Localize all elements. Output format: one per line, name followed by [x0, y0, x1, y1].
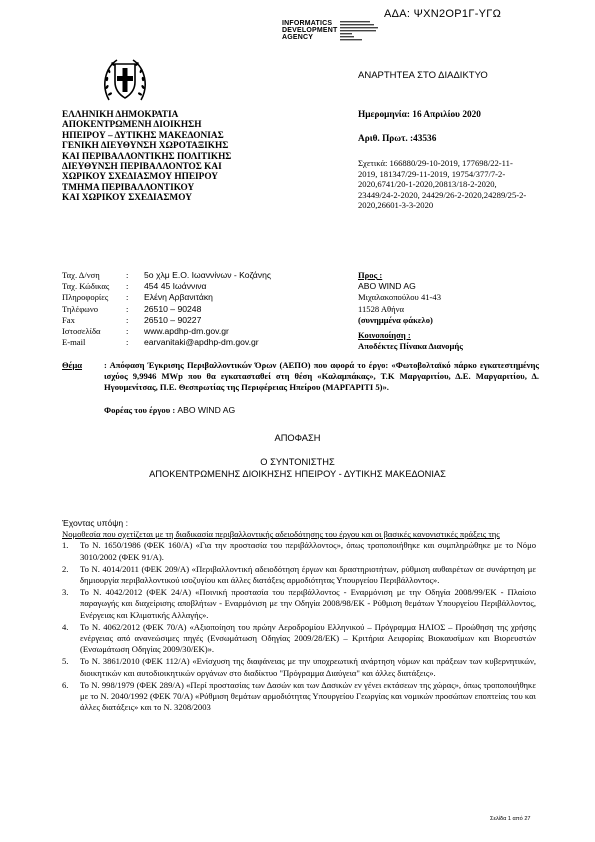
contact-label: E-mail: [62, 337, 86, 348]
list-item: 5. Το Ν. 3861/2010 (ΦΕΚ 112/Α) «Ενίσχυση της διαφάνειας με την υποχρεωτική ανάρτηση νόμων και πράξεων των κυβερνητικών, διοικητικών και αυτοδιοικητικών οργάνων στο διαδίκτυο "Πρόγραμμα Διαύγεια" και άλλες διατάξεις».: [62, 656, 536, 678]
coordinator-line: Ο ΣΥΝΤΟΝΙΣΤΗΣ: [260, 457, 335, 467]
website-link[interactable]: www.apdhp-dm.gov.gr: [144, 326, 229, 337]
cc-recipients: Αποδέκτες Πίνακα Διανομής: [358, 341, 463, 352]
recipient-note: (συνημμένα φάκελο): [358, 314, 433, 325]
project-body-value: ABO WIND AG: [177, 405, 236, 415]
contact-row: Ιστοσελίδα : www.apdhp-dm.gov.gr: [62, 326, 229, 337]
recipient-city: 11528 Αθήνα: [358, 303, 405, 314]
list-item: 4. Το Ν. 4062/2012 (ΦΕΚ 70/Α) «Αξιοποίηση του πρώην Αεροδρομίου Ελληνικού – Πρόγραμμα ΗΛΙΟΣ – Προώθηση της χρήσης ενέργειας από ανανεώσιμες πηγές (Ενσωμάτωση Οδηγίας 2009/28/ΕΚ) – Κριτήρια Αειφορίας Βιοκαυσίμων και Βιορευστών (Ενσωμάτωση Οδηγίας 2009/30/ΕΚ)».: [62, 621, 536, 655]
contact-row: Ταχ. Κώδικας : 454 45 Ιωάννινα: [62, 281, 207, 292]
list-item-text: Το Ν. 998/1979 (ΦΕΚ 289/Α) «Περί προστασίας των Δασών και των Δασικών εν γένει εκτάσεων της χώρας», όπως τροποποιήθηκε με το Ν. 2040/1992 (ΦΕΚ 70/Α) «Ρύθμιση θεμάτων αρμοδιότητας Υπουργείου Γεωργίας και νομικών προσώπων εποπτείας του και άλλες διατάξεις» και το Ν. 3208/2003: [80, 679, 536, 713]
contact-row: Fax : 26510 – 90227: [62, 314, 202, 325]
list-item: 3. Το Ν. 4042/2012 (ΦΕΚ 24/Α) «Ποινική προστασία του περιβάλλοντος - Εναρμόνιση με την Οδηγία 2008/99/ΕΚ - Πλαίσιο παραγωγής και διαχείρισης αποβλήτων - Εναρμόνιση με την Οδηγία 2008/98/ΕΚ - Ρύθμιση θεμάτων Υπουργείου Περιβάλλοντος, Ενέργειας και Κλιματικής Αλλαγής».: [62, 587, 536, 620]
contact-details: [62, 270, 271, 348]
authority-line: ΓΕΝΙΚΗ ΔΙΕΥΘΥΝΣΗ ΧΩΡΟΤΑΞΙΚΗΣ: [62, 141, 229, 152]
subject-text: : Απόφαση Έγκρισης Περιβαλλοντικών Όρων (ΑΕΠΟ) που αφορά το έργο: «Φωτοβολταϊκό πάρκο εγκατεστημένης ισχύος 9,9946 MWp που θα εγκατασταθεί στη θέση «Καλαμπάκας», Τ.Κ Μαργαριτίου, Δ.Ε. Μαργαριτίου, Δ. Ηγουμενίτσας, Π.Ε. Θεσπρωτίας της Περιφέρειας Ηπείρου (ΜΑΡΓΑΡΙΤΙ 5)».: [104, 360, 539, 393]
ada-code: ΑΔΑ: ΨΧΝ2ΟΡ1Γ-ΥΓΩ: [384, 8, 502, 20]
project-body-label: Φορέας του έργου :: [104, 405, 176, 415]
list-item-text: Το Ν. 3861/2010 (ΦΕΚ 112/Α) «Ενίσχυση της διαφάνειας με την υποχρεωτική ανάρτηση νόμων και πράξεων των κυβερνητικών, διοικητικών και αυτοδιοικητικών οργάνων στο διαδίκτυο "Πρόγραμμα Διαύγεια" και άλλες διατάξεις».: [80, 656, 536, 678]
list-item: 6. Το Ν. 998/1979 (ΦΕΚ 289/Α) «Περί προστασίας των Δασών και των Δασικών εν γένει εκτάσεων της χώρας», όπως τροποποιήθηκε με το Ν. 2040/1992 (ΦΕΚ 70/Α) «Ρύθμιση θεμάτων αρμοδιότητας Υπουργείου Γεωργίας και νομικών προσώπων εποπτείας του και άλλες διατάξεις» και το Ν. 3208/2003: [62, 679, 536, 713]
contact-row: Πληροφορίες : Ελένη Αρβανιτάκη: [62, 292, 213, 303]
recipient-street: Μιχαλακοπούλου 41-43: [358, 292, 441, 303]
email-link[interactable]: earvanitaki@apdhp-dm.gov.gr: [144, 337, 259, 348]
idika-line-3: AGENCY: [282, 34, 314, 42]
contact-row: Τηλέφωνο : 26510 – 90248: [62, 303, 202, 314]
authority-line: ΚΑΙ ΧΩΡΙΚΟΥ ΣΧΕΔΙΑΣΜΟΥ: [62, 193, 192, 204]
list-item-text: Το Ν. 4042/2012 (ΦΕΚ 24/Α) «Ποινική προστασία του περιβάλλοντος - Εναρμόνιση με την Οδηγία 2008/99/ΕΚ - Πλαίσιο παραγωγής και διαχείρισης αποβλήτων - Εναρμόνιση με την Οδηγία 2008/98/ΕΚ - Ρύθμιση θεμάτων Υπουργείου Περιβάλλοντος, Ενέργειας και Κλιματικής Αλλαγής».: [80, 587, 536, 620]
contact-value: 5ο χλμ Ε.Ο. Ιωαννίνων - Κοζάνης: [144, 270, 271, 280]
contact-row: Ταχ. Δ/νση : 5ο χλμ Ε.Ο. Ιωαννίνων - Κοζάνης: [62, 270, 271, 280]
issuing-authority: [62, 110, 332, 204]
authority-line: ΑΠΟΚΕΝΤΡΩΜΕΝΗ ΔΙΟΙΚΗΣΗ: [62, 120, 202, 131]
authority-line: ΗΠΕΙΡΟΥ – ΔΥΤΙΚΗΣ ΜΑΚΕΔΟΝΙΑΣ: [62, 130, 224, 141]
related-references: Σχετικά: 166880/29-10-2019, 177698/22-11-2019, 181347/29-11-2019, 19754/377/7-2-2020,6741/20-1-2020,20813/18-2-2020, 23449/24-2-2020, 24429/26-2-2020,24289/25-2-2020,26601-3-3-2020: [358, 158, 527, 211]
recipient-block: [358, 270, 463, 352]
post-online-notice: ΑΝΑΡΤΗΤΕΑ ΣΤΟ ΔΙΑΔΙΚΤΥΟ: [358, 70, 488, 81]
protocol-number: Αριθ. Πρωτ. :43536: [358, 134, 437, 144]
contact-value: 454 45 Ιωάννινα: [144, 281, 207, 292]
considering-label: Έχοντας υπόψη :: [62, 518, 128, 528]
legislation-heading: Νομοθεσία που σχετίζεται με τη διαδικασία περιβαλλοντικής αδειοδότησης του έργου και οι βασικές κανονιστικές πράξεις της: [62, 529, 500, 540]
legislation-list: [62, 540, 536, 713]
contact-label: Ιστοσελίδα: [62, 326, 101, 337]
subject-label: Θέμα: [62, 360, 83, 370]
recipient-heading: Προς :: [358, 270, 383, 280]
considerations-section: [62, 518, 536, 714]
contact-label: Τηλέφωνο: [62, 303, 98, 314]
idika-fine-print: [340, 20, 400, 46]
contact-row: E-mail : earvanitaki@apdhp-dm.gov.gr: [62, 337, 259, 348]
page-number: Σελίδα 1 από 27: [490, 816, 531, 822]
authority-line: ΕΛΛΗΝΙΚΗ ΔΗΜΟΚΡΑΤΙΑ: [62, 110, 179, 120]
list-item-text: Το Ν. 4014/2011 (ΦΕΚ 209/Α) «Περιβαλλοντική αδειοδότηση έργων και δραστηριοτήτων, ρύθμιση αυθαιρέτων σε συνάρτηση με δημιουργία περιβαλλοντικού ισοζυγίου και άλλες διατάξεις αρμοδιότητας Υπουργείου Περιβάλλοντος».: [80, 563, 536, 586]
authority-line: ΧΩΡΙΚΟΥ ΣΧΕΔΙΑΣΜΟΥ ΗΠΕΙΡΟΥ: [62, 172, 219, 183]
project-body: [104, 405, 235, 416]
authority-line: ΔΙΕΥΘΥΝΣΗ ΠΕΡΙΒΑΛΛΟΝΤΟΣ ΚΑΙ: [62, 162, 222, 173]
document-date: Ημερομηνία: 16 Απριλίου 2020: [358, 110, 481, 120]
decision-heading: ΑΠΟΦΑΣΗ: [274, 433, 321, 443]
cc-heading: Κοινοποίηση :: [358, 330, 411, 341]
list-item-text: Το Ν. 4062/2012 (ΦΕΚ 70/Α) «Αξιοποίηση του πρώην Αεροδρομίου Ελληνικού – Πρόγραμμα ΗΛΙΟΣ – Προώθηση της χρήσης ενέργειας από ανανεώσιμες πηγές (Ενσωμάτωση Οδηγίας 2009/28/ΕΚ) – Κριτήρια Αειφορίας Βιοκαυσίμων και Βιορευστών (Ενσωμάτωση Οδηγίας 2009/30/ΕΚ)».: [80, 621, 536, 655]
contact-label: Ταχ. Δ/νση: [62, 270, 100, 280]
authority-line: ΚΑΙ ΠΕΡΙΒΑΛΛΟΝΤΙΚΗΣ ΠΟΛΙΤΙΚΗΣ: [62, 151, 232, 162]
idika-line-2: DEVELOPMENT: [282, 27, 338, 35]
contact-label: Fax: [62, 314, 75, 325]
fine-print-lines-icon: [340, 20, 400, 44]
coordinator-line: ΑΠΟΚΕΝΤΡΩΜΕΝΗΣ ΔΙΟΙΚΗΣΗΣ ΗΠΕΙΡΟΥ - ΔΥΤΙΚΗΣ ΜΑΚΕΔΟΝΙΑΣ: [149, 468, 446, 479]
list-item-text: Το Ν. 1650/1986 (ΦΕΚ 160/Α) «Για την προστασία του περιβάλλοντος», όπως τροποποιήθηκε και συμπληρώθηκε με το Νόμο 3010/2002 (ΦΕΚ 91/Α).: [80, 540, 536, 562]
contact-value: Ελένη Αρβανιτάκη: [144, 292, 213, 303]
contact-value: 26510 – 90227: [144, 314, 202, 325]
coordinator-heading: [0, 457, 595, 480]
list-item: 2. Το Ν. 4014/2011 (ΦΕΚ 209/Α) «Περιβαλλοντική αδειοδότηση έργων και δραστηριοτήτων, ρύθμιση αυθαιρέτων σε συνάρτηση με δημιουργία περιβαλλοντικού ισοζυγίου και άλλες διατάξεις αρμοδιότητας Υπουργείου Περιβάλλοντος».: [62, 563, 536, 586]
idika-line-1: INFORMATICS: [282, 20, 333, 27]
idika-logo: [282, 20, 402, 42]
contact-value: 26510 – 90248: [144, 303, 202, 314]
contact-label: Πληροφορίες: [62, 292, 109, 303]
recipient-name: ABO WIND AG: [358, 281, 416, 292]
list-item: 1. Το Ν. 1650/1986 (ΦΕΚ 160/Α) «Για την προστασία του περιβάλλοντος», όπως τροποποιήθηκε και συμπληρώθηκε με το Νόμο 3010/2002 (ΦΕΚ 91/Α).: [62, 540, 536, 562]
greek-coat-of-arms-icon: [103, 56, 147, 104]
authority-line: ΤΜΗΜΑ ΠΕΡΙΒΑΛΛΟΝΤΙΚΟΥ: [62, 182, 195, 193]
contact-label: Ταχ. Κώδικας: [62, 281, 110, 292]
